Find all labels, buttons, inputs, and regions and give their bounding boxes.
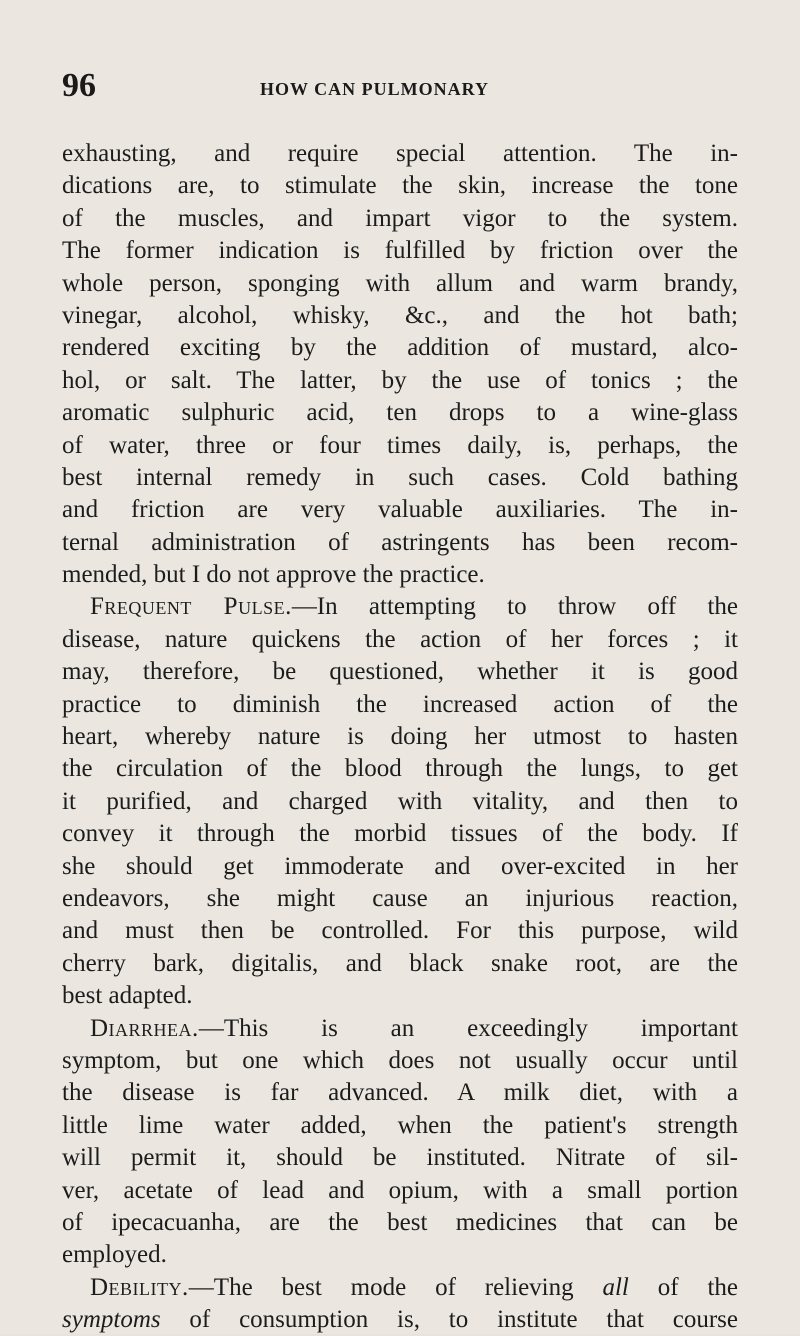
text-line: best internal remedy in such cases. Cold bathing xyxy=(62,463,738,491)
text-line: it purified, and charged with vitality, and then to xyxy=(62,787,738,815)
text-line: little lime water added, when the patient's strength xyxy=(62,1111,738,1139)
text-line: The former indication is fulfilled by friction over the xyxy=(62,237,738,265)
section-heading: Debility. xyxy=(90,1273,189,1301)
paragraph-diarrhea xyxy=(62,1013,738,1045)
italic-run: symptoms xyxy=(62,1306,161,1334)
text-line: ver, acetate of lead and opium, with a small portion xyxy=(62,1176,738,1204)
text-line: ternal administration of astringents has been recom- xyxy=(62,528,738,556)
text-line: will permit it, should be instituted. Nitrate of sil- xyxy=(62,1144,738,1172)
text-line: mended, but I do not approve the practice. xyxy=(62,561,485,589)
text-line: symptom, but one which does not usually occur until xyxy=(62,1046,738,1074)
text-line: cherry bark, digitalis, and black snake root, are the xyxy=(62,949,738,977)
text-line: hol, or salt. The latter, by the use of tonics ; the xyxy=(62,366,738,394)
italic-run: all xyxy=(602,1273,629,1301)
text-line: whole person, sponging with allum and warm brandy, xyxy=(62,269,738,297)
text-line: aromatic sulphuric acid, ten drops to a wine-glass xyxy=(62,399,738,427)
text-line: the circulation of the blood through the lungs, to get xyxy=(62,755,738,783)
text-line: and must then be controlled. For this purpose, wild xyxy=(62,917,738,945)
running-title: HOW CAN PULMONARY xyxy=(260,79,490,99)
text-line: disease, nature quickens the action of her forces ; it xyxy=(62,625,738,653)
text-line xyxy=(62,1304,738,1336)
body-text xyxy=(62,138,738,1336)
text-line: convey it through the morbid tissues of the body. If xyxy=(62,820,738,848)
text-line: and friction are very valuable auxiliaries. The in- xyxy=(62,496,738,524)
text-line: of ipecacuanha, are the best medicines that can be xyxy=(62,1208,738,1236)
running-head xyxy=(62,66,738,106)
text-run: —This is an exceedingly important xyxy=(198,1014,738,1042)
text-line: rendered exciting by the addition of mustard, alco- xyxy=(62,334,738,362)
text-line: of the muscles, and impart vigor to the system. xyxy=(62,204,738,232)
text-line: vinegar, alcohol, whisky, &c., and the hot bath; xyxy=(62,301,738,329)
text-run: of consumption is, to institute that course xyxy=(160,1306,738,1334)
paragraph-debility xyxy=(62,1272,738,1304)
text-line: dications are, to stimulate the skin, increase the tone xyxy=(62,172,738,200)
text-line: heart, whereby nature is doing her utmost to hasten xyxy=(62,723,738,751)
text-line: employed. xyxy=(62,1241,167,1269)
text-line: of water, three or four times daily, is, perhaps, the xyxy=(62,431,738,459)
paragraph-frequent-pulse xyxy=(62,591,738,623)
text-run: —The best mode of relieving xyxy=(188,1273,603,1301)
text-line: the disease is far advanced. A milk diet, with a xyxy=(62,1079,738,1107)
text-line: exhausting, and require special attention. The in- xyxy=(62,140,738,167)
text-line: practice to diminish the increased action of the xyxy=(62,690,738,718)
text-line: she should get immoderate and over-excited in her xyxy=(62,852,738,880)
text-line: best adapted. xyxy=(62,982,193,1010)
page-number: 96 xyxy=(62,67,96,104)
section-heading: Frequent Pulse. xyxy=(90,593,292,621)
text-line: endeavors, she might cause an injurious reaction, xyxy=(62,884,738,912)
text-run: of the xyxy=(628,1273,738,1301)
section-heading: Diarrhea. xyxy=(90,1014,199,1042)
text-line: may, therefore, be questioned, whether it is good xyxy=(62,658,738,686)
text-run: —In attempting to throw off the xyxy=(291,593,738,621)
